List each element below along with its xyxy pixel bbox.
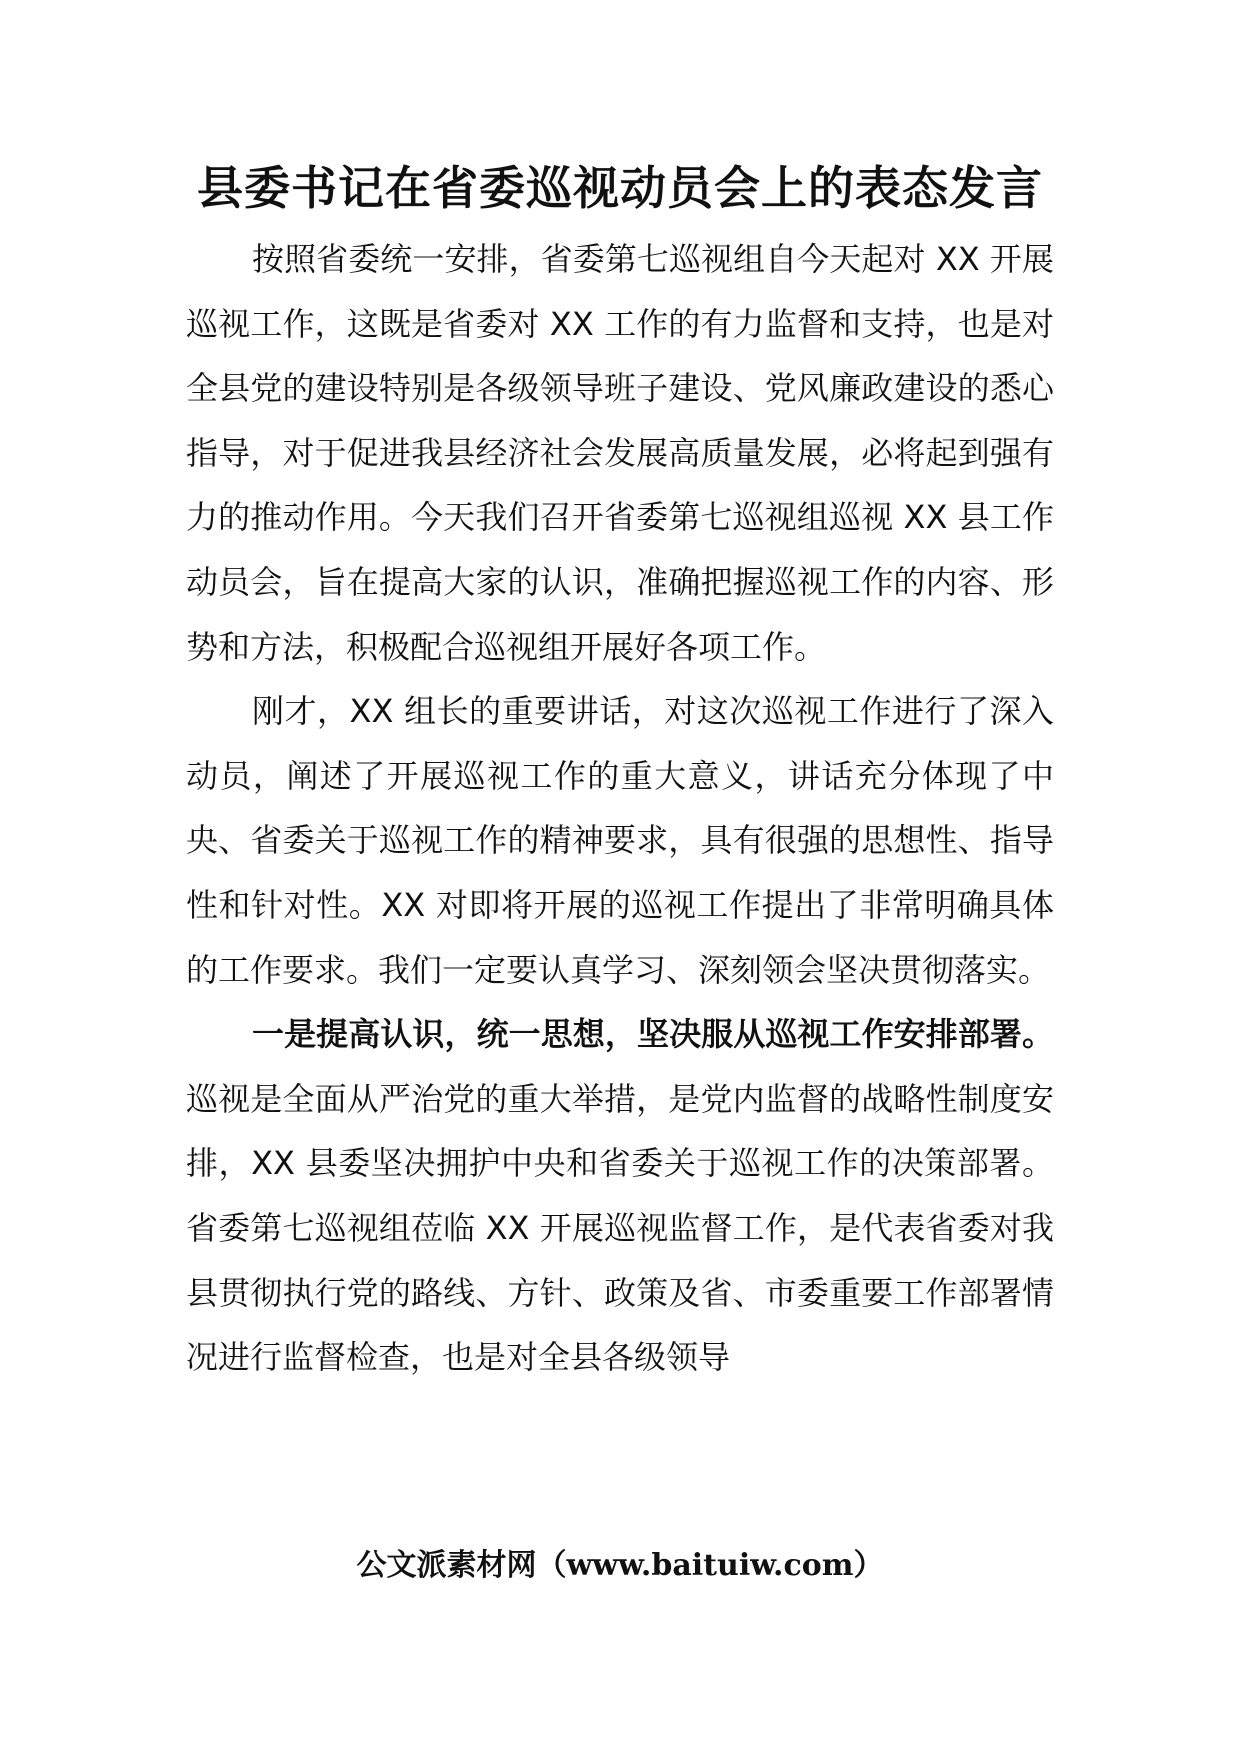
footer-watermark: 公文派素材网（www.baituiw.com） bbox=[356, 1548, 884, 1583]
paragraph-3 bbox=[186, 1002, 1054, 1390]
paragraph-2 bbox=[186, 679, 1054, 1002]
document-title: 县委书记在省委巡视动员会上的表态发言 bbox=[197, 161, 1043, 215]
paragraph-1-text: 按照省委统一安排，省委第七巡视组自今天起对 XX 开展巡视工作，这既是省委对 XX 工作的有力监督和支持，也是对全县党的建设特别是各级领导班子建设、党风廉政建设的悉心指导，对于促进我县经济社会发展高质量发展，必将起到强有力的推动作用。今天我们召开省委第七巡视组巡视 XX 县工作动员会，旨在提高大家的认识，准确把握巡视工作的内容、形势和方法，积极配合巡视组开展好各项工作。 bbox=[186, 240, 1054, 666]
paragraph-1 bbox=[186, 227, 1054, 679]
paragraph-3-text: 巡视是全面从严治党的重大举措，是党内监督的战略性制度安排，XX 县委坚决拥护中央和省委关于巡视工作的决策部署。省委第七巡视组莅临 XX 开展巡视监督工作，是代表省委对我县贯彻执行党的路线、方针、政策及省、市委重要工作部署情况进行监督检查，也是对全县各级领导 bbox=[186, 1079, 1054, 1377]
paragraph-3-lead: 一是提高认识，统一思想，坚决服从巡视工作安排部署。 bbox=[252, 1015, 1054, 1054]
document-body bbox=[186, 227, 1054, 1390]
paragraph-2-text: 刚才，XX 组长的重要讲话，对这次巡视工作进行了深入动员，阐述了开展巡视工作的重大意义，讲话充分体现了中央、省委关于巡视工作的精神要求，具有很强的思想性、指导性和针对性。XX 对即将开展的巡视工作提出了非常明确具体的工作要求。我们一定要认真学习、深刻领会坚决贯彻落实。 bbox=[186, 692, 1054, 989]
